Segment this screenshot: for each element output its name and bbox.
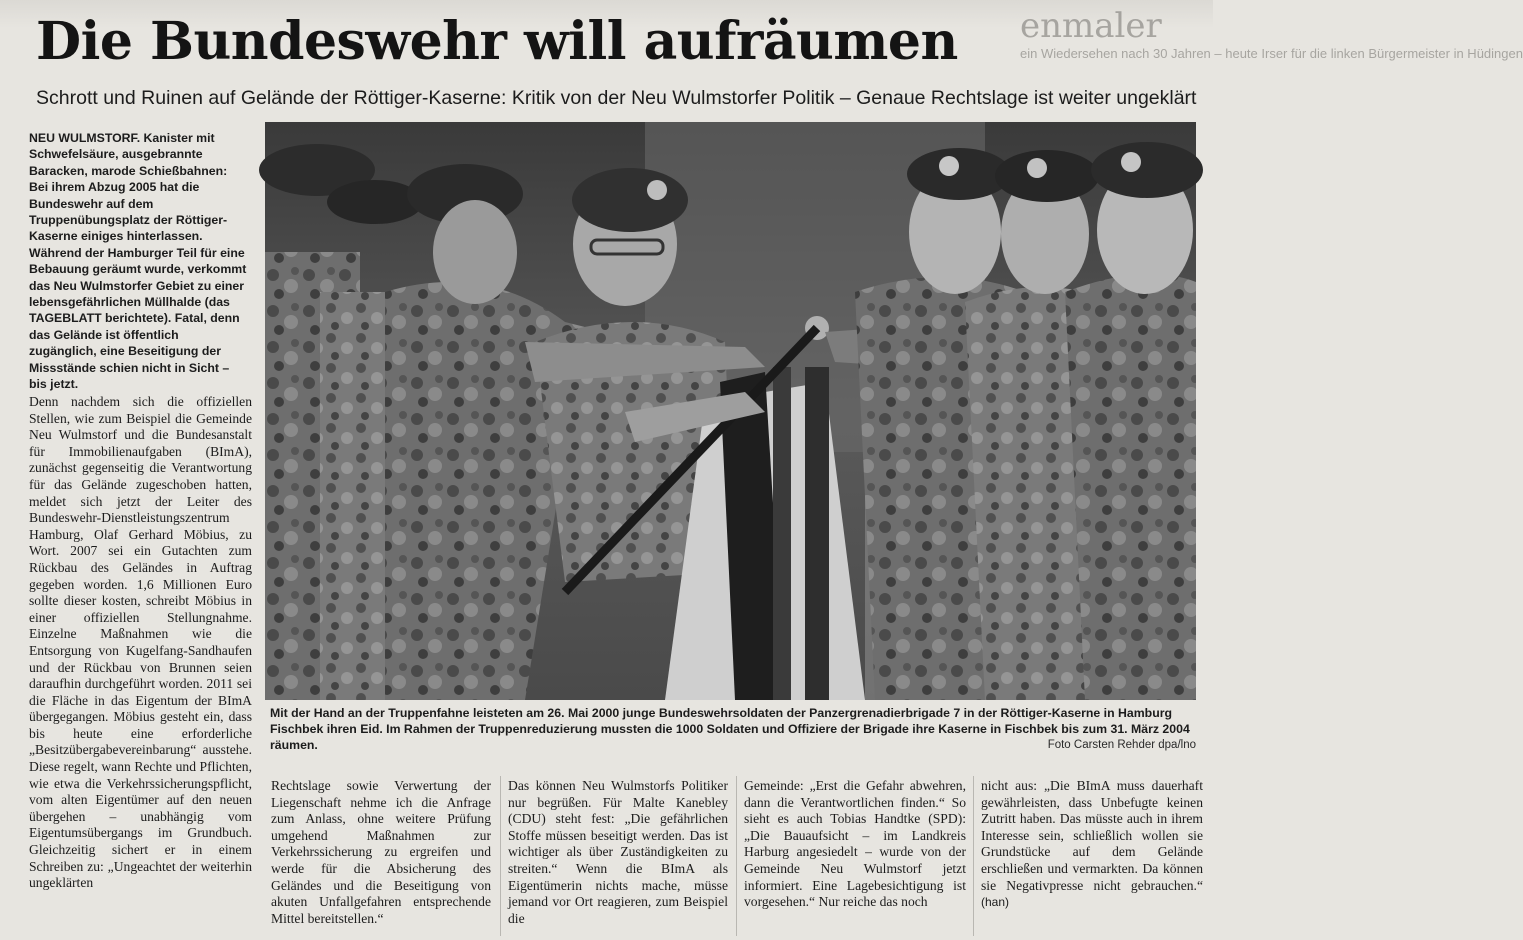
body-column-2 (271, 778, 491, 927)
body-column-1 (29, 394, 252, 892)
body-column-4 (744, 778, 966, 911)
article-subhead: Schrott und Ruinen auf Gelände der Röttiger-Kaserne: Kritik von der Neu Wulmstorfer Politik – Genaue Rechtslage ist weiter ungeklärt (36, 87, 1197, 109)
soldiers-oath-photo (265, 122, 1196, 700)
article-lead (29, 130, 249, 393)
article-lead-text: Kanister mit Schwefelsäure, ausgebrannte Baracken, marode Schießbahnen: Bei ihrem Abzug 2005 hat die Bundeswehr auf dem Truppenübungsplatz der Röttiger-Kaserne einiges hinterlassen. Während der Hamburger Teil für eine Bebauung geräumt wurde, verkommt das Neu Wulmstorfer Gebiet zu einer lebensgefährlichen Müllhalde (das TAGEBLATT berichtete). Fatal, denn das Gelände ist öffentlich zugänglich, eine Beseitigung der Missstände schien nicht in Sicht – bis jetzt. (29, 131, 247, 392)
body-text-col3: Das können Neu Wulmstorfs Politiker nur begrüßen. Für Malte Kanebley (CDU) steht fest: „Die gefährlichen Stoffe müssen beseitigt werden. Das ist wichtiger als über Zuständigkeiten zu streiten.“ Wenn die BImA als Eigentümerin nichts mache, müsse jemand vor Ort reagieren, zum Beispiel die (508, 778, 728, 926)
body-text-col2: Rechtslage sowie Verwertung der Liegenschaft nehme ich die Anfrage zum Anlass, ohne weitere Prüfung umgehend Maßnahmen zur Verkehrssicherung zu ergreifen und werde für die Absicherung des Geländes und die Beseitigung von akuten Unfallgefahren entsprechende Mittel bereitstellen.“ (271, 778, 491, 926)
article-headline: Die Bundeswehr will aufräumen (36, 11, 958, 72)
neighbor-text-fragment: ein Wiedersehen nach 30 Jahren – heute Irser für die linken Bürgermeister in Hüdingen (1020, 46, 1523, 61)
column-rule (973, 776, 974, 936)
article-dateline: NEU WULMSTORF. (29, 131, 141, 145)
body-column-5 (981, 778, 1203, 911)
caption-lead: Mit der Hand an der Truppenfahne (270, 706, 470, 720)
body-text-col5-main: nicht aus: „Die BImA muss dauerhaft gewährleisten, dass Unbefugte keinen Zutritt haben. Das müsste auch in ihrem Interesse sein, schließlich wollen sie Grundstücke auf dem Gelände erschließen und vermarkten. Da können sie Negativpresse nicht gebrauchen.“ (981, 778, 1203, 893)
neighbor-headline-fragment: enmaler (1020, 6, 1162, 46)
article-photo (265, 122, 1196, 700)
body-column-3 (508, 778, 728, 927)
caption-body: leisteten am 26. Mai 2000 junge Bundeswehrsoldaten der Panzergrenadierbrigade 7 in der Röttiger-Kaserne in Hamburg Fischbek ihren Eid. Im Rahmen der Truppenreduzierung mussten die 1000 Soldaten und Offiziere der Brigade ihre Kaserne in Fischbek bis zum 31. März 2004 räumen. (270, 706, 1190, 752)
column-rule (500, 776, 501, 936)
body-text-col1: Denn nachdem sich die offiziellen Stellen, wie zum Beispiel die Gemeinde Neu Wulmstorf und die Bundesanstalt für Immobilienaufgaben (BImA), zunächst gegenseitig die Verantwortung für das Gelände zugeschoben hatten, meldet sich jetzt der Leiter des Bundeswehr-Dienstleistungszentrum Hamburg, Olaf Gerhard Möbius, zu Wort. 2007 sei ein Gutachten zum Rückbau des Geländes in Auftrag gegeben worden. 1,6 Millionen Euro sollte dieser kosten, schreibt Möbius in einer offiziellen Stellungnahme. Einzelne Maßnahmen wie die Entsorgung von Kugelfang-Sandhaufen und der Rückbau von Brunnen seien daraufhin durchgeführt worden. 2011 sei die Fläche in das Eigentum der BImA übergegangen. Möbius gesteht ein, dass bis heute eine erforderliche „Besitzübergabevereinbarung“ ausstehe. Diese regelt, wann Rechte und Pflichten, wie etwa die Verkehrssicherungspflicht, vom alten Eigentümer auf den neuen übergehen – unabhängig vom Eigentumsübergangs im Grundbuch. Gleichzeitig sichert er in einem Schreiben zu: „Ungeachtet der weiterhin ungeklärten (29, 394, 252, 891)
body-text-col5 (981, 778, 1203, 911)
column-rule (736, 776, 737, 936)
photo-credit: Foto Carsten Rehder dpa/lno (1047, 739, 1196, 751)
author-byline: (han) (981, 895, 1010, 910)
body-text-col4: Gemeinde: „Erst die Gefahr abwehren, dann die Verantwortlichen finden.“ So sieht es auch Tobias Handtke (SPD): „Die Bauaufsicht – im Landkreis Harburg angesiedelt – wurde von der Gemeinde Neu Wulmstorf jetzt informiert. Eine Lagebesichtigung ist vorgesehen.“ Nur reiche das noch (744, 778, 966, 910)
neighbor-article-bleed (1020, 0, 1523, 90)
